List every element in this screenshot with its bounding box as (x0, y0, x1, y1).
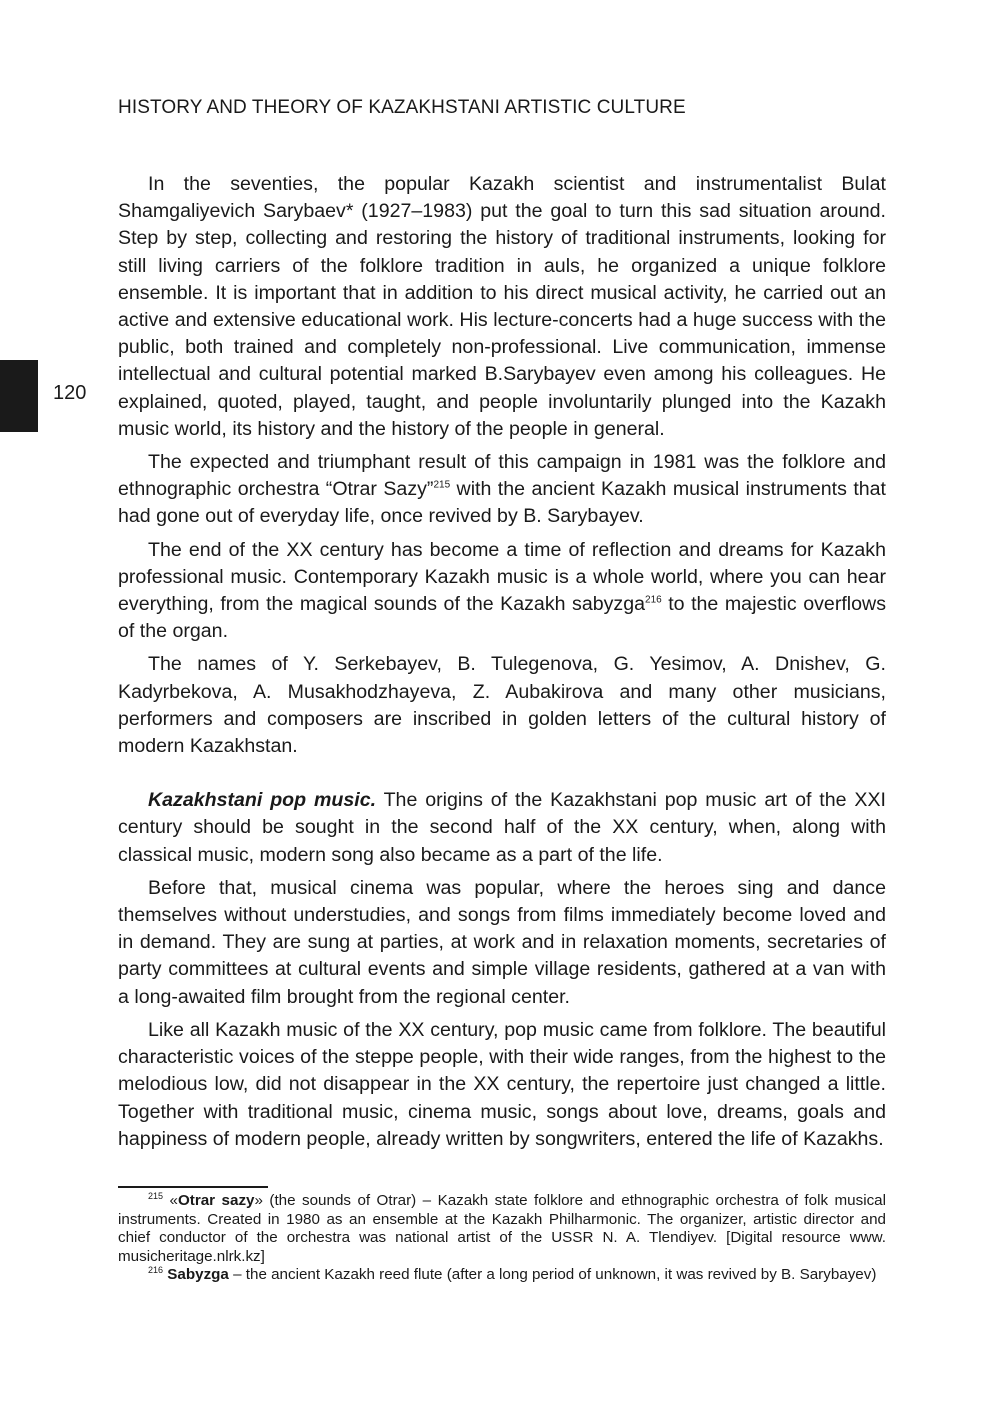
paragraph-names: The names of Y. Serkebayev, B. Tulegenova, G. Yesimov, A. Dnishev, G. Kadyrbekova, A. Musakhodzhayeva, Z. Aubakirova and many other musicians, performers and composers are inscribed in golden letters of the cultural history of modern Kazakhstan. (118, 653, 886, 758)
paragraph-sarybaev: In the seventies, the popular Kazakh scientist and instrumentalist Bulat Shamgaliyevich Sarybaev* (1927–1983) put the goal to turn this sad situation around. Step by step, collecting and restoring the history of traditional instruments, looking for still living carriers of the folklore tradition in auls, he organized a unique folklore ensemble. It is important that in addition to his direct musical activity, he carried out an active and extensive educational work. His lecture-concerts had a huge success with the public, both trained and completely non-professional. Live communication, immense intellectual and cultural potential marked B.Sarybayev even among his colleagues. He explained, quoted, played, taught, and people involuntarily plunged into the Kazakh music world, its history and the history of the people in general. (118, 173, 886, 440)
paragraph-xx-century (118, 537, 886, 646)
paragraph-text: The expected and triumphant result of this campaign in 1981 was the folklore and ethnographic orchestra “Otrar Sazy” (118, 451, 886, 501)
footnote-number: 216 (148, 1265, 164, 1276)
section-run-in-heading: Kazakhstani pop music. (148, 789, 377, 812)
footnote-text: » (the sounds of Otrar) – Kazakh state folklore and ethnographic orchestra of folk musical instruments. Created in 1980 as an ensemble at the Kazakh Philharmonic. The organizer, artistic director and chief conductor of the orchestra was national artist of the USSR N. A. Tlendiyev. [Digital resource www. musicheritage.nlrk.kz] (118, 1192, 886, 1265)
footnote-term: Sabyzga (167, 1266, 229, 1284)
page-number: 120 (53, 382, 87, 404)
footnotes (118, 1186, 886, 1285)
page-edge-tab (0, 360, 38, 432)
running-header: HISTORY AND THEORY OF KAZAKHSTANI ARTISTIC CULTURE (118, 97, 686, 118)
footnote-text: – the ancient Kazakh reed flute (after a long period of unknown, it was revived by B. Sarybayev) (228, 1266, 877, 1284)
paragraph-text: with the ancient Kazakh musical instruments that had gone out of everyday life, once revived by B. Sarybayev. (118, 478, 887, 528)
paragraph-musical-cinema: Before that, musical cinema was popular, where the heroes sing and dance themselves without understudies, and songs from films immediately become loved and in demand. They are sung at parties, at work and in relaxation moments, secretaries of party committees at cultural events and simple village residents, gathered at a van with a long-awaited film brought from the regional center. (118, 876, 886, 1008)
footnote-ref-215[interactable]: 215 (433, 479, 451, 491)
paragraph-text: to the majestic overflows of the organ. (118, 593, 886, 643)
footnote-term: Otrar sazy (177, 1192, 255, 1209)
footnote-number: 215 (148, 1190, 164, 1201)
paragraph-text: The end of the XX century has become a time of reflection and dreams for Kazakh professional music. Contemporary Kazakh music is a whole world, where you can hear everything, from the magical sounds of the Kazakh sabyzga (118, 538, 886, 616)
footnote-216 (118, 1266, 886, 1285)
paragraph-pop-music (118, 787, 886, 869)
paragraph-text: The origins of the Kazakhstani pop music art of the XXI century should be sought in the second half of the XX century, when, along with classical music, modern song also became as a part of the life. (118, 789, 886, 866)
paragraph-otrar-sazy (118, 449, 886, 531)
footnote-215 (118, 1192, 886, 1266)
body-text (118, 171, 886, 1159)
footnote-open-quote: « (169, 1192, 178, 1209)
footnote-divider (118, 1186, 268, 1188)
footnote-ref-216[interactable]: 216 (645, 594, 662, 606)
paragraph-folklore-origins: Like all Kazakh music of the XX century, pop music came from folklore. The beautiful characteristic voices of the steppe people, with their wide ranges, from the highest to the melodious low, did not disappear in the XX century, the repertoire just changed a little. Together with traditional music, cinema music, songs about love, dreams, goals and happiness of modern people, already written by songwriters, entered the life of Kazakhs. (118, 1018, 886, 1150)
